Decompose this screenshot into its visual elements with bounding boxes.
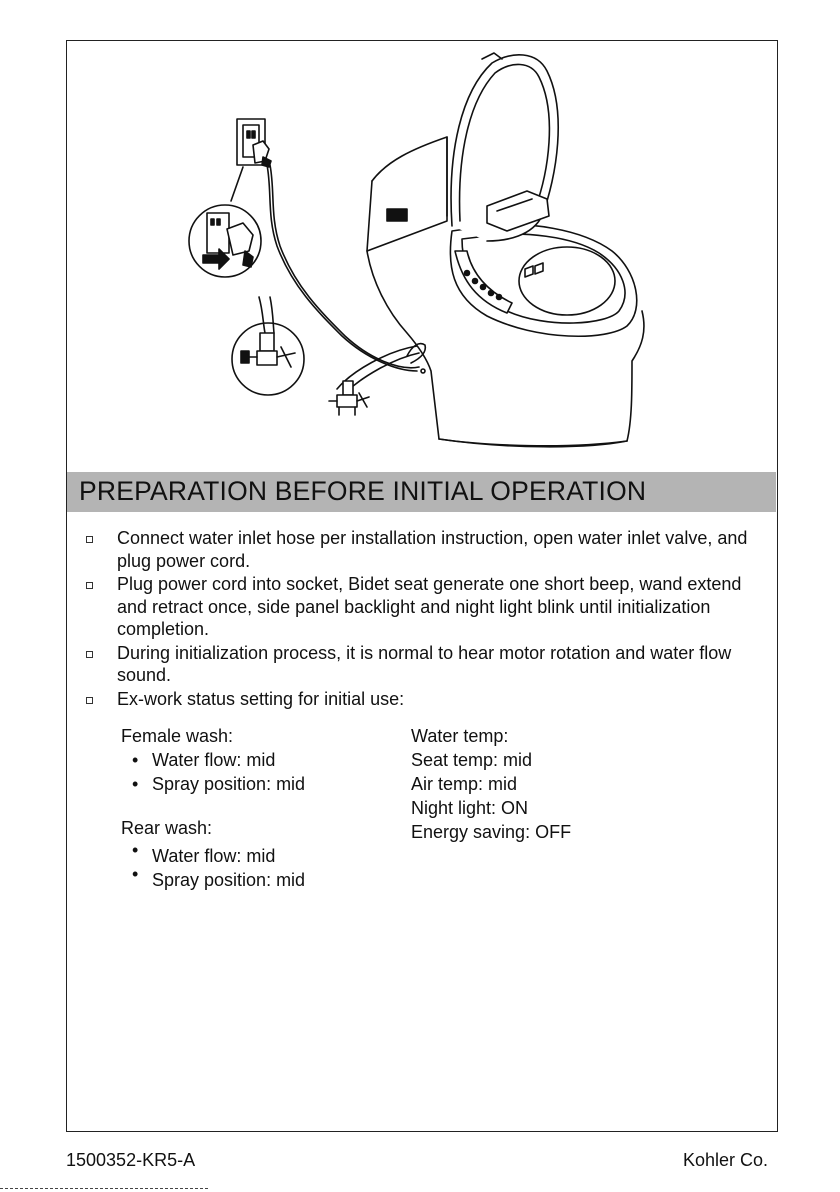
instruction-item (67, 527, 776, 572)
setting-line: Energy saving: OFF (411, 822, 572, 842)
instruction-text: During initialization process, it is normal to hear motor rotation and water flow sound. (117, 642, 732, 685)
document-number: 1500352-KR5-A (66, 1150, 196, 1170)
setting-item (121, 772, 381, 796)
section-banner (67, 472, 776, 512)
instruction-item (67, 642, 776, 687)
company-name: Kohler Co. (682, 1150, 768, 1170)
bullet-dot-icon: • (132, 864, 139, 884)
setting-text: Water flow: mid (152, 846, 276, 866)
setting-line: Seat temp: mid (411, 750, 533, 770)
bullet-dot-icon: • (132, 840, 139, 860)
bullet-dot-icon: • (132, 774, 139, 794)
setting-text: Water flow: mid (152, 750, 276, 770)
setting-line: Water temp: (411, 726, 509, 746)
setting-text: Spray position: mid (152, 870, 306, 890)
instruction-item (67, 688, 776, 711)
rear-wash-title: Rear wash: (121, 818, 213, 838)
wall-outlet-icon (237, 119, 271, 167)
page-frame (66, 40, 778, 1132)
checkbox-bullet-icon (86, 697, 93, 704)
setting-line: Air temp: mid (411, 774, 518, 794)
setting-text: Spray position: mid (152, 774, 306, 794)
bidet-installation-illustration (67, 41, 776, 473)
instruction-text: Plug power cord into socket, Bidet seat generate one short beep, wand extend and retract once, side panel backlight and night light blink until initialization completion. (117, 574, 742, 639)
valve-detail-icon (232, 297, 304, 395)
toilet-icon (367, 53, 644, 447)
instruction-text: Ex-work status setting for initial use: (117, 688, 405, 709)
bullet-dot-icon: • (132, 750, 139, 770)
general-settings-column (411, 724, 731, 844)
checkbox-bullet-icon (86, 536, 93, 543)
instruction-list (67, 527, 776, 711)
checkbox-bullet-icon (86, 651, 93, 658)
wash-settings-column (121, 724, 381, 892)
setting-item (121, 864, 381, 892)
section-title: PREPARATION BEFORE INITIAL OPERATION (79, 476, 647, 506)
setting-line: Night light: ON (411, 798, 529, 818)
plug-detail-icon (189, 205, 261, 277)
checkbox-bullet-icon (86, 582, 93, 589)
instruction-item (67, 573, 776, 641)
shutoff-valve-icon (329, 381, 369, 415)
female-wash-title: Female wash: (121, 726, 234, 746)
setting-item (121, 748, 381, 772)
page-edge-divider (0, 1188, 208, 1189)
setting-item (121, 840, 381, 868)
instruction-text: Connect water inlet hose per installation instruction, open water inlet valve, and plug power cord. (117, 528, 748, 571)
